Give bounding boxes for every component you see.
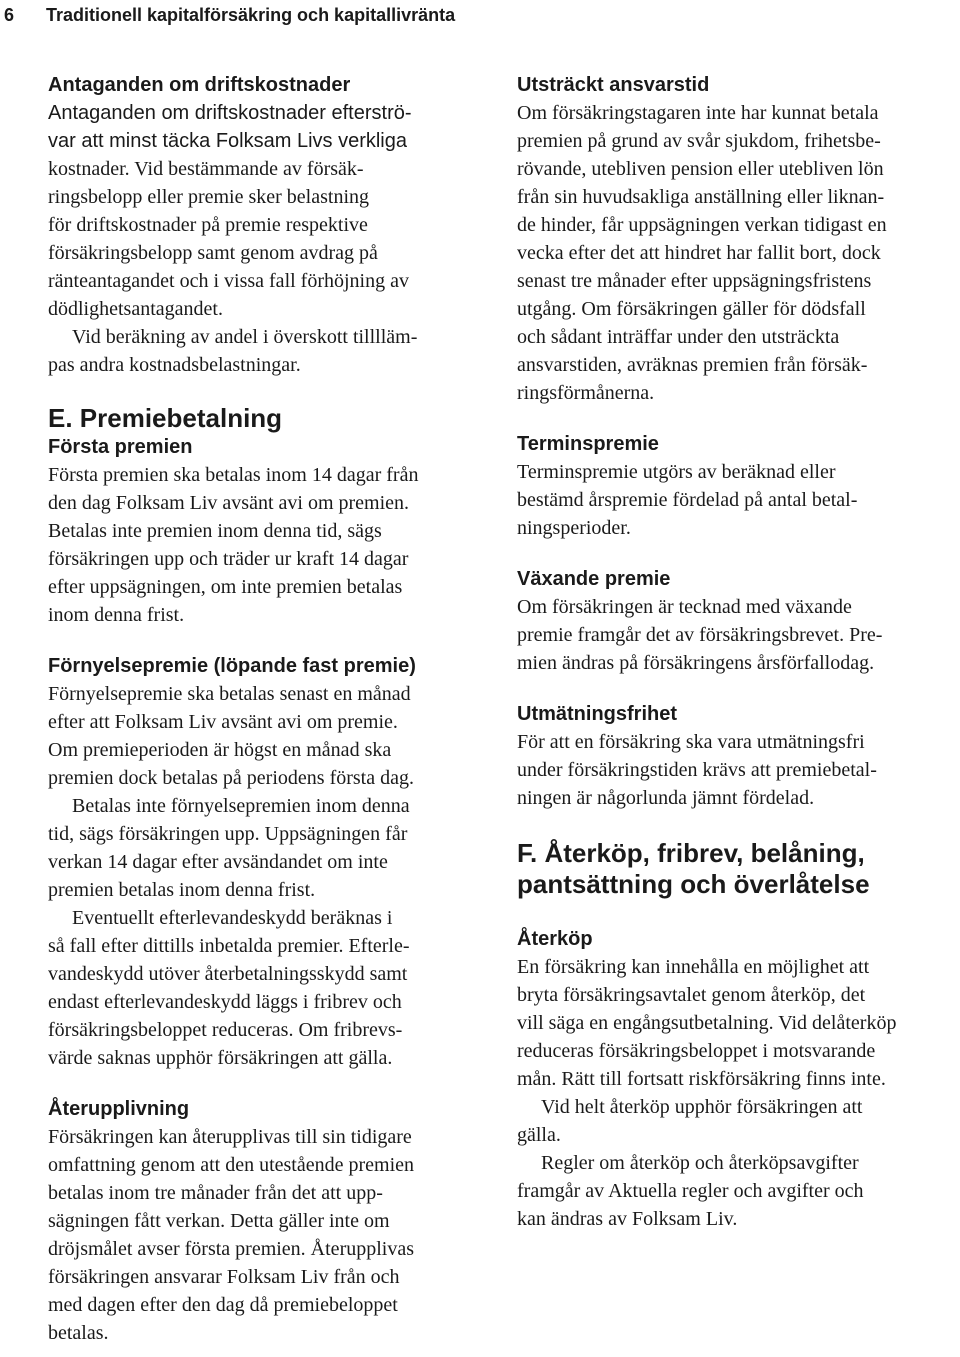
paragraph-fornyelsepremie-1: Förnyelsepremie ska betalas senast en månad efter att Folksam Liv avsänt avi om premie. Om premieperioden är högst en månad ska premien dock betalas på periodens första dag. <box>48 683 414 789</box>
paragraph-utmatningsfrihet: För att en försäkring ska vara utmätningsfri under försäkringstiden krävs att premiebetal- ningen är någorlunda jämnt fördelad. <box>517 731 877 809</box>
heading-vaxande-premie: Växande premie <box>517 568 671 590</box>
paragraph-aterkop-1: En försäkring kan innehålla en möjlighet att bryta försäkringsavtalet genom återköp, det vill säga en engångsutbetalning. Vid delåterköp reduceras försäkringsbeloppet i motsvarande mån. Rätt till fortsatt riskförsäkring finns inte. <box>517 956 897 1090</box>
paragraph-driftskostnader-intro: Antaganden om driftskostnader efterströ- var att minst täcka Folksam Livs verkliga <box>48 102 412 152</box>
heading-utmatningsfrihet: Utmätningsfrihet <box>517 703 677 725</box>
page-number: 6 <box>4 4 15 25</box>
page-header <box>0 0 960 30</box>
left-column <box>48 72 496 1347</box>
paragraph-vaxande-premie: Om försäkringen är tecknad med växande premie framgår det av försäkringsbrevet. Pre- mien ändras på försäkringens årsförfallodag. <box>517 596 883 674</box>
paragraph-forsta-premien: Första premien ska betalas inom 14 dagar från den dag Folksam Liv avsänt avi om premien. Betalas inte premien inom denna tid, sägs försäkringen upp och träder ur kraft 14 dagar efter uppsägningen, om inte premien betalas inom denna frist. <box>48 464 419 626</box>
heading-utstrackt-ansvarstid: Utsträckt ansvarstid <box>517 74 710 96</box>
section-heading-e: E. Premiebetalning <box>48 403 283 433</box>
heading-driftskostnader: Antaganden om driftskostnader <box>48 74 351 96</box>
paragraph-fornyelsepremie-2: Betalas inte förnyelsepremien inom denna tid, sägs försäkringen upp. Uppsägningen får verkan 14 dagar efter avsändandet om inte premien betalas inom denna frist. <box>48 795 410 901</box>
paragraph-aterkop-3: Regler om återköp och återköpsavgifter framgår av Aktuella regler och avgifter och kan ändras av Folksam Liv. <box>517 1152 864 1230</box>
running-title: Traditionell kapitalförsäkring och kapitallivränta <box>46 4 456 25</box>
paragraph-driftskostnader: kostnader. Vid bestämmande av försäk- ringsbelopp eller premie sker belastning för driftskostnader på premie respektive försäkringsbelopp samt genom avdrag på ränteantagandet och i vissa fall förhöjning av dödlighetsantagandet. <box>48 158 409 320</box>
heading-terminspremie: Terminspremie <box>517 433 659 455</box>
right-column <box>517 72 960 1233</box>
section-heading-f: F. Återköp, fribrev, belåning, pantsättning och överlåtelse <box>517 838 870 899</box>
heading-forsta-premien: Första premien <box>48 436 193 458</box>
paragraph-overskott: Vid beräkning av andel i överskott tilllläm- pas andra kostnadsbelastningar. <box>48 326 418 376</box>
heading-aterkop: Återköp <box>517 928 593 950</box>
heading-fornyelsepremie: Förnyelsepremie (löpande fast premie) <box>48 655 416 677</box>
paragraph-fornyelsepremie-3: Eventuellt efterlevandeskydd beräknas i så fall efter dittills inbetalda premier. Efterle- vandeskydd utöver återbetalningsskydd samt endast efterlevandeskydd läggs i fribrev och försäkringsbeloppet reduceras. Om fribrevs- värde saknas upphör försäkringen att gälla. <box>48 907 410 1069</box>
paragraph-aterupplivning: Försäkringen kan återupplivas till sin tidigare omfattning genom att den utestående premien betalas inom tre månader från det att upp- sägningen fått verkan. Detta gäller inte om dröjsmålet avser första premien. Återupplivas försäkringen ansvarar Folksam Liv från och med dagen efter den dag då premiebeloppet betalas. <box>48 1126 414 1344</box>
paragraph-aterkop-2: Vid helt återköp upphör försäkringen att gälla. <box>517 1096 863 1146</box>
paragraph-utstrackt-ansvarstid: Om försäkringstagaren inte har kunnat betala premien på grund av svår sjukdom, frihetsbe- rövande, utebliven pension eller utebliven lön från sin huvudsakliga anställning eller liknan- de hinder, får uppsägningen verkan tidigast en vecka efter det att hindret har fallit bort, dock senast tre månader efter uppsägningsfristens utgång. Om försäkringen gäller för dödsfall och sådant inträffar under den utsträckta ansvarstiden, avräknas premien från försäk- ringsförmånerna. <box>517 102 887 404</box>
heading-aterupplivning: Återupplivning <box>48 1098 190 1120</box>
paragraph-terminspremie: Terminspremie utgörs av beräknad eller bestämd årspremie fördelad på antal betal- ningsperioder. <box>517 461 858 539</box>
